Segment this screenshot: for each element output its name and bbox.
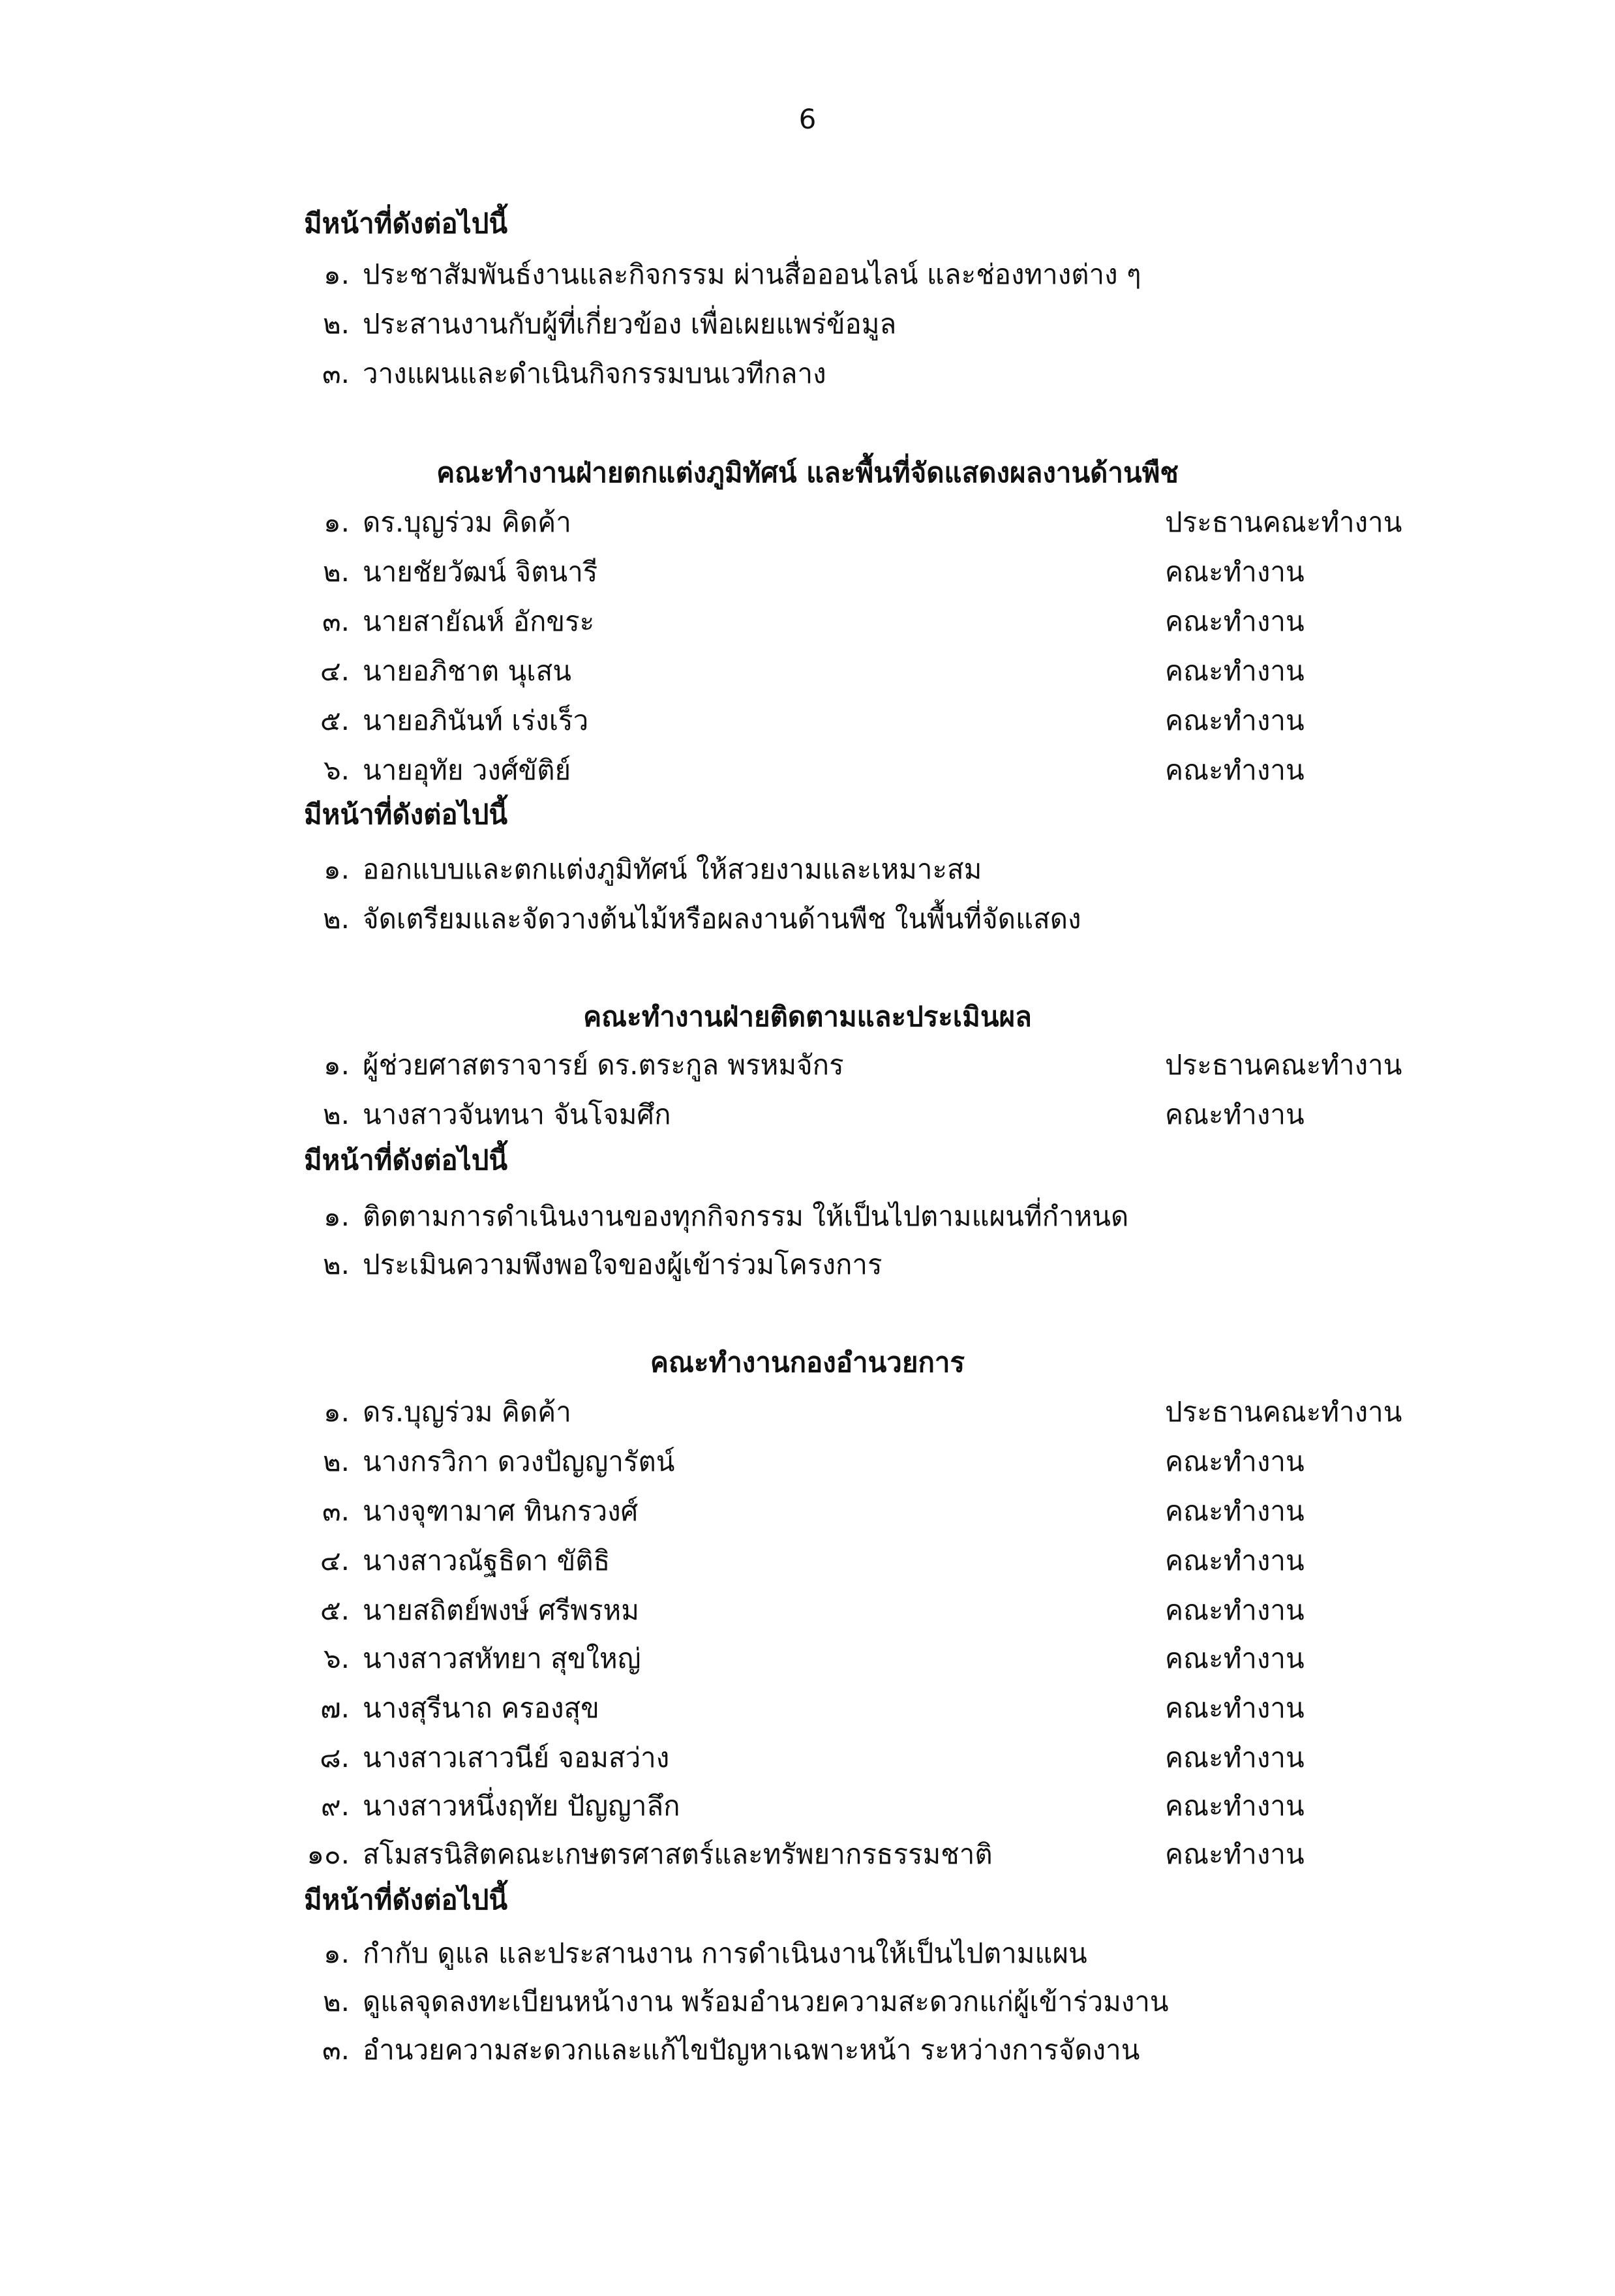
duty-text: ประเมินความพึงพอใจของผู้เข้าร่วมโครงการ [363,1248,883,1280]
member-row [0,749,1615,794]
member-number: ๒. [322,1445,350,1477]
duty-text: ดูแลจุดลงทะเบียนหน้างาน พร้อมอำนวยความสะดวกแก่ผู้เข้าร่วมงาน [363,1986,1169,2017]
member-name: ดร.บุญร่วม คิดค้า [363,506,571,538]
duty-item [0,352,1615,398]
member-name: นางสาวสหัทยา สุขใหญ่ [363,1642,641,1674]
duty-item [0,1932,1615,1978]
member-role: คณะทำงาน [1165,754,1305,786]
member-number: ๕. [320,1594,350,1626]
duty-number: ๓. [322,357,350,389]
member-number: ๗. [320,1692,350,1724]
member-number: ๖. [323,1642,350,1674]
member-row [0,1687,1615,1732]
member-number: ๖. [323,754,350,786]
member-row [0,1440,1615,1486]
member-number: ๑. [323,506,350,538]
member-role: คณะทำงาน [1165,1098,1305,1130]
duty-item [0,1195,1615,1241]
member-name: นางสาวหนึ่งฤทัย ปัญญาลึก [363,1790,680,1822]
member-number: ๑. [323,1049,350,1081]
member-role: คณะทำงาน [1165,1692,1305,1724]
member-number: ๑๐. [307,1838,350,1870]
duty-number: ๒. [322,1248,350,1280]
duty-item [0,898,1615,943]
duty-number: ๑. [323,1200,350,1232]
duty-item [0,303,1615,348]
member-row [0,1391,1615,1436]
member-name: นางสุรีนาถ ครองสุข [363,1692,599,1724]
section-title: คณะทำงานฝ่ายติดตามและประเมินผล [583,1001,1032,1033]
member-row [0,600,1615,646]
member-name: นางกรวิกา ดวงปัญญารัตน์ [363,1445,675,1477]
duty-number: ๒. [322,1986,350,2017]
member-row [0,1539,1615,1585]
page-number: 6 [798,103,817,135]
duty-text: อำนวยความสะดวกและแก้ไขปัญหาเฉพาะหน้า ระหว่างการจัดงาน [363,2034,1140,2066]
duty-text: ติดตามการดำเนินงานของทุกกิจกรรม ให้เป็นไปตามแผนที่กำหนด [363,1200,1129,1232]
member-name: นายอุทัย วงศ์ขัติย์ [363,754,571,786]
member-number: ๓. [322,605,350,637]
duty-text: ประสานงานกับผู้ที่เกี่ยวข้อง เพื่อเผยแพร่ข้อมูล [363,308,897,340]
member-name: นายสายัณห์ อักขระ [363,605,595,637]
member-number: ๙. [320,1790,350,1822]
member-role: คณะทำงาน [1165,1790,1305,1822]
duties-heading: มีหน้าที่ดังต่อไปนี้ [304,1144,508,1176]
member-role: คณะทำงาน [1165,655,1305,687]
member-name: นายอภิชาต นุเสน [363,655,571,687]
member-role: คณะทำงาน [1165,605,1305,637]
member-row [0,1637,1615,1683]
duty-text: ประชาสัมพันธ์งานและกิจกรรม ผ่านสื่อออนไลน์ และช่องทางต่าง ๆ [363,258,1141,290]
member-number: ๒. [322,556,350,588]
member-name: นางสาวจันทนา จันโจมศึก [363,1098,671,1130]
member-number: ๒. [322,1098,350,1130]
member-row [0,650,1615,695]
duty-item [0,1980,1615,2026]
member-name: นายอภินันท์ เร่งเร็ว [363,704,589,736]
member-role: คณะทำงาน [1165,556,1305,588]
member-number: ๔. [320,655,350,687]
member-role: คณะทำงาน [1165,1642,1305,1674]
member-name: สโมสรนิสิตคณะเกษตรศาสตร์และทรัพยากรธรรมชาติ [363,1838,993,1870]
duty-number: ๑. [323,1937,350,1969]
duty-number: ๑. [323,258,350,290]
member-name: ดร.บุญร่วม คิดค้า [363,1396,571,1428]
section-title: คณะทำงานกองอำนวยการ [650,1346,965,1378]
member-row [0,699,1615,745]
section-title: คณะทำงานฝ่ายตกแต่งภูมิทัศน์ และพื้นที่จัดแสดงผลงานด้านพืช [436,457,1179,489]
member-row [0,1833,1615,1879]
member-role: คณะทำงาน [1165,1742,1305,1774]
member-name: นายสถิตย์พงษ์ ศรีพรหม [363,1594,639,1626]
duty-number: ๓. [322,2034,350,2066]
member-role: คณะทำงาน [1165,1594,1305,1626]
duty-text: วางแผนและดำเนินกิจกรรมบนเวทีกลาง [363,357,826,389]
duty-item [0,1243,1615,1289]
duty-item [0,2029,1615,2074]
member-number: ๕. [320,704,350,736]
member-number: ๔. [320,1545,350,1577]
member-name: นางสาวณัฐธิดา ขัติธิ [363,1545,611,1577]
duty-item [0,253,1615,299]
duty-text: กำกับ ดูแล และประสานงาน การดำเนินงานให้เป็นไปตามแผน [363,1937,1087,1969]
member-name: ผู้ช่วยศาสตราจารย์ ดร.ตระกูล พรหมจักร [363,1049,844,1081]
member-name: นายชัยวัฒน์ จิตนารี [363,556,598,588]
duties-heading: มีหน้าที่ดังต่อไปนี้ [304,1884,508,1916]
member-role: ประธานคณะทำงาน [1165,1049,1402,1081]
duty-text: ออกแบบและตกแต่งภูมิทัศน์ ให้สวยงามและเหมาะสม [363,853,982,885]
member-row [0,1490,1615,1535]
member-row [0,1785,1615,1830]
member-number: ๘. [320,1742,350,1774]
member-name: นางจุฑามาศ ทินกรวงศ์ [363,1495,639,1527]
member-role: คณะทำงาน [1165,704,1305,736]
member-role: คณะทำงาน [1165,1495,1305,1527]
duties-heading: มีหน้าที่ดังต่อไปนี้ [304,207,508,239]
member-number: ๑. [323,1396,350,1428]
member-row [0,551,1615,596]
duty-number: ๒. [322,308,350,340]
member-row [0,1736,1615,1782]
member-role: ประธานคณะทำงาน [1165,506,1402,538]
duty-number: ๒. [322,903,350,935]
duties-heading: มีหน้าที่ดังต่อไปนี้ [304,798,508,830]
member-row [0,1044,1615,1089]
duty-number: ๑. [323,853,350,885]
duty-text: จัดเตรียมและจัดวางต้นไม้หรือผลงานด้านพืช ในพื้นที่จัดแสดง [363,903,1081,935]
duty-item [0,848,1615,894]
member-row [0,1093,1615,1139]
member-role: คณะทำงาน [1165,1545,1305,1577]
member-row [0,501,1615,547]
member-role: คณะทำงาน [1165,1445,1305,1477]
member-number: ๓. [322,1495,350,1527]
member-name: นางสาวเสาวนีย์ จอมสว่าง [363,1742,670,1774]
member-role: ประธานคณะทำงาน [1165,1396,1402,1428]
member-row [0,1589,1615,1635]
member-role: คณะทำงาน [1165,1838,1305,1870]
